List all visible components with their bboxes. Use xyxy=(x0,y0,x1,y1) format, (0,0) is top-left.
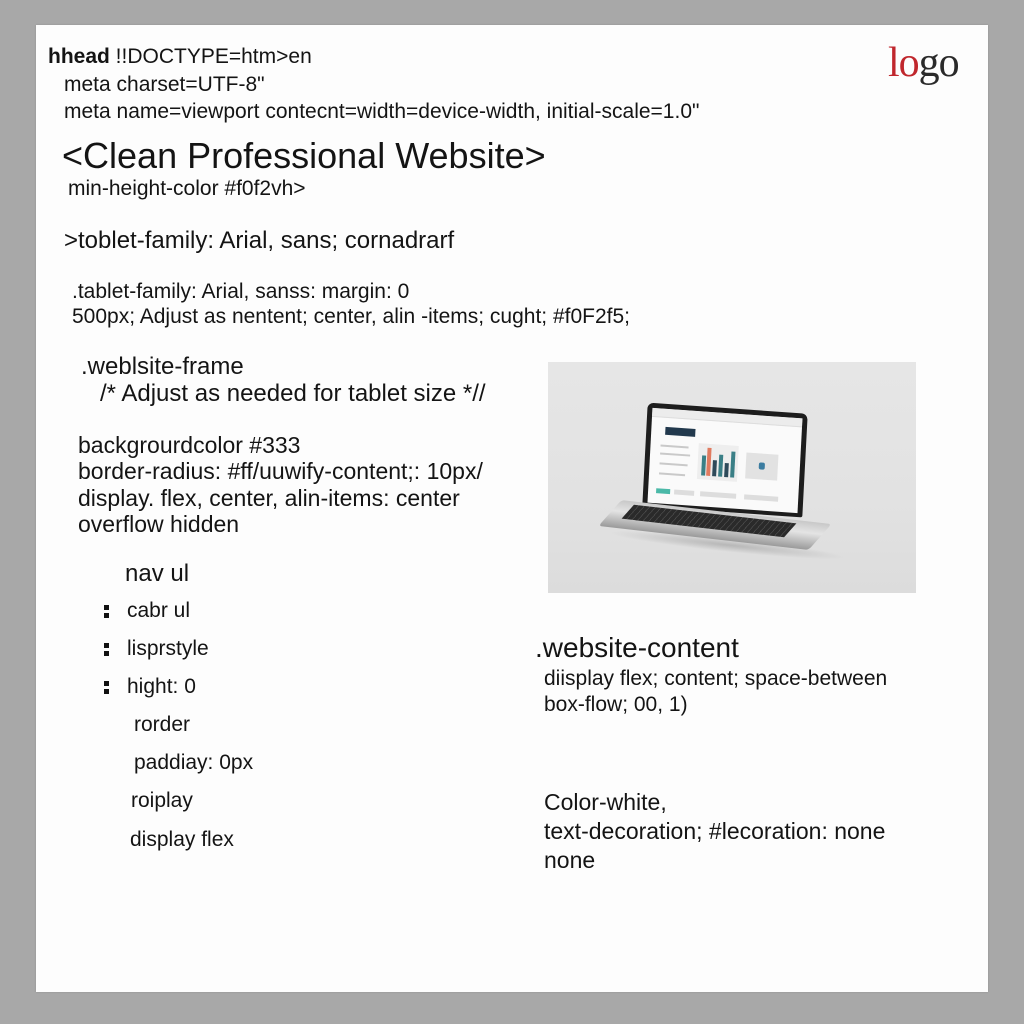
head-keyword: hhead xyxy=(48,45,110,68)
website-content-selector: .website-content xyxy=(535,632,739,663)
screen-text-line xyxy=(659,472,685,476)
laptop-screen-bezel xyxy=(642,403,807,518)
doctype-line xyxy=(48,45,312,69)
color-prop-1: Color-white, xyxy=(544,789,667,815)
screen-navbar xyxy=(652,408,802,427)
screen-text-line xyxy=(660,452,690,456)
website-frame-selector: .weblsite-frame xyxy=(81,353,244,380)
website-content-prop-1: diisplay flex; content; space-between xyxy=(544,667,888,690)
screen-bar-chart xyxy=(697,443,739,482)
screen-footer-box xyxy=(674,489,694,495)
bullet-icon xyxy=(104,640,109,659)
document-sheet xyxy=(36,25,988,992)
frame-prop-4: overflow hidden xyxy=(78,511,240,537)
website-content-prop-2: box-flow; 00, 1) xyxy=(544,693,688,716)
frame-prop-2: border-radius: #ff/uuwify-content;: 10px/ xyxy=(78,458,483,484)
bullet-icon xyxy=(104,602,109,621)
color-prop-2: text-decoration; #lecoration: none xyxy=(544,818,886,844)
nav-prop: display flex xyxy=(130,828,234,851)
tablet-line-1: .tablet-family: Arial, sanss: margin: 0 xyxy=(72,280,410,303)
laptop-screen xyxy=(647,408,802,513)
screen-footer-box xyxy=(700,491,736,498)
screen-text-line xyxy=(660,462,688,466)
doctype-text: !!DOCTYPE=htm>en xyxy=(109,45,312,68)
screen-image-card xyxy=(745,453,778,481)
meta-viewport-line: meta name=viewport contecnt=width=device-width, initial-scale=1.0" xyxy=(64,100,700,123)
laptop-photo xyxy=(548,362,916,593)
frame-prop-3: display. flex, center, alin-items: center xyxy=(78,485,460,511)
nav-bullet-item: lisprstyle xyxy=(104,637,209,661)
screen-text-line xyxy=(660,444,688,448)
nav-prop: paddiay: 0px xyxy=(134,751,254,774)
nav-prop: roiplay xyxy=(131,789,193,812)
website-frame-comment: /* Adjust as needed for tablet size *// xyxy=(100,380,486,407)
frame-prop-1: backgrourdcolor #333 xyxy=(78,432,301,458)
toblet-line: >toblet-family: Arial, sans; cornadrarf xyxy=(64,227,455,254)
page-title: <Clean Professional Website> xyxy=(62,135,546,176)
meta-charset-line: meta charset=UTF-8" xyxy=(64,73,265,96)
nav-prop: rorder xyxy=(134,713,191,736)
nav-bullet-item: hight: 0 xyxy=(104,675,196,699)
nav-bullet-item: cabr ul xyxy=(104,599,190,623)
logo-part-dark: go xyxy=(918,40,959,86)
logo xyxy=(888,39,959,87)
tablet-line-2: 500px; Adjust as nentent; center, alin -items; cught; #f0F2f5; xyxy=(72,305,630,328)
color-prop-3: none xyxy=(544,847,596,873)
page-subtitle: min-height-color #f0f2vh> xyxy=(68,177,306,200)
logo-part-red: lo xyxy=(888,40,919,86)
screen-hero-button xyxy=(665,427,695,437)
screen-cta xyxy=(656,488,670,494)
bullet-icon xyxy=(104,678,109,697)
screen-footer-box xyxy=(744,494,778,501)
nav-selector: nav ul xyxy=(125,560,190,587)
